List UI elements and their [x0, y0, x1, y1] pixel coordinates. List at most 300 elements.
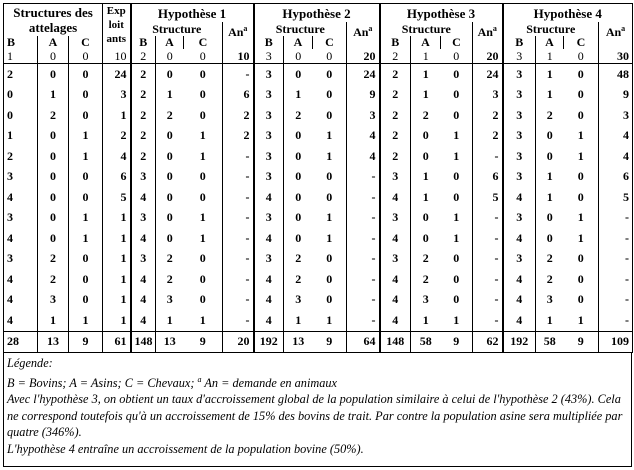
table-row [4, 310, 633, 331]
structure-header: Structure [131, 22, 223, 36]
structures-header: Structures des attelages [13, 5, 93, 35]
reference-cell: 2 [131, 49, 156, 64]
reference-cell: 10 [103, 49, 131, 64]
table-cell: 3 [503, 249, 536, 270]
header-row-species [4, 36, 633, 49]
table-cell: 3 [380, 208, 411, 229]
footnote-marker: a [621, 24, 626, 33]
reference-cell: 1 [411, 49, 441, 64]
table-cell: 4 [131, 269, 156, 290]
table-cell: 1 [411, 64, 441, 85]
table-cell: 3 [131, 208, 156, 229]
table-cell: - [347, 269, 380, 290]
exploitants-header: Exp loit ants [103, 4, 131, 50]
table-cell: 0 [156, 146, 184, 167]
table-cell: 0 [156, 208, 184, 229]
species-header-a: A [536, 36, 564, 49]
species-header-c: C [184, 36, 223, 49]
table-cell: 4 [7, 230, 13, 245]
table-cell: 0 [326, 189, 333, 204]
table-cell: 0 [69, 105, 103, 126]
species-header-b: B [7, 36, 16, 49]
table-cell: 3 [503, 146, 536, 167]
hypothesis-3-header: Hypothèse 3 [380, 4, 503, 23]
table-cell: 1 [284, 85, 313, 106]
table-cell: 1 [536, 85, 564, 106]
table-cell: 0 [284, 187, 313, 208]
table-cell: 0 [326, 107, 333, 122]
table-cell: 3 [254, 64, 284, 85]
table-cell: 1 [38, 310, 69, 331]
table-cell: 1 [536, 167, 564, 188]
table-cell: 2 [131, 64, 156, 85]
legend-title: Légende: [7, 356, 53, 370]
table-body [4, 64, 633, 353]
total-cell: 148 [380, 331, 411, 353]
total-cell: 9 [69, 331, 103, 353]
total-cell: 58 [536, 331, 564, 353]
reference-cell: 0 [156, 49, 184, 64]
species-header-a: A [284, 36, 313, 49]
table-row [4, 269, 633, 290]
table-cell: - [223, 249, 254, 270]
table-row [4, 85, 633, 106]
structure-header: Structure [254, 22, 347, 36]
table-cell: 6 [223, 85, 254, 106]
table-row [4, 167, 633, 188]
table-row [4, 187, 633, 208]
table-cell: 2 [38, 269, 69, 290]
an-label: An [477, 25, 493, 39]
table-cell: 1 [453, 128, 460, 143]
table-cell: 1 [69, 310, 103, 331]
table-cell: 1 [411, 187, 441, 208]
table-cell: 0 [38, 146, 69, 167]
table-cell: 1 [453, 210, 460, 225]
table-cell: 3 [599, 105, 633, 126]
table-cell: 0 [38, 167, 69, 188]
table-cell: 1 [453, 312, 460, 327]
table-cell: 0 [69, 290, 103, 311]
table-cell: 5 [599, 187, 633, 208]
table-cell: 3 [473, 85, 503, 106]
species-header-b: B [503, 36, 536, 49]
table-cell: 3 [7, 169, 13, 184]
total-cell: 61 [103, 331, 131, 353]
table-cell: 4 [254, 269, 284, 290]
table-cell: 3 [131, 249, 156, 270]
table-cell: 1 [69, 228, 103, 249]
table-cell: 4 [131, 228, 156, 249]
species-header-a: A [411, 36, 441, 49]
table-cell: 3 [284, 290, 313, 311]
table-cell: 6 [103, 167, 131, 188]
table-cell: 2 [284, 269, 313, 290]
table-cell: 0 [577, 66, 584, 81]
table-cell: 1 [199, 210, 206, 225]
table-row [4, 208, 633, 229]
table-cell: 0 [453, 189, 460, 204]
table-cell: 1 [453, 230, 460, 245]
table-cell: - [473, 146, 503, 167]
table-cell: 3 [503, 126, 536, 147]
table-cell: 1 [411, 167, 441, 188]
table-cell: 0 [38, 208, 69, 229]
table-cell: - [223, 290, 254, 311]
total-cell: 64 [347, 331, 380, 353]
table-cell: - [473, 208, 503, 229]
table-cell: 1 [103, 269, 131, 290]
table-cell: 0 [536, 126, 564, 147]
species-header-a: A [156, 36, 184, 49]
reference-cell: 0 [69, 49, 103, 64]
reference-cell: 3 [254, 49, 284, 64]
table-cell: 0 [69, 187, 103, 208]
structure-header: Structure [503, 22, 599, 36]
hypothesis-1-header: Hypothèse 1 [131, 4, 254, 23]
table-cell: 0 [199, 87, 206, 102]
table-cell: - [599, 290, 633, 311]
table-cell: 2 [131, 105, 156, 126]
table-cell: 0 [7, 107, 13, 122]
table-cell: 0 [156, 167, 184, 188]
table-cell: 0 [156, 126, 184, 147]
table-cell: 1 [536, 64, 564, 85]
table-cell: 2 [380, 85, 411, 106]
table-cell: 2 [536, 105, 564, 126]
table-cell: 0 [411, 126, 441, 147]
table-cell: - [223, 146, 254, 167]
total-cell: 9 [313, 331, 347, 353]
table-cell: 9 [347, 85, 380, 106]
reference-cell: 1 [536, 49, 564, 64]
table-cell: - [599, 310, 633, 331]
table-cell: 1 [326, 148, 333, 163]
table-cell: 1 [577, 210, 584, 225]
table-cell: 0 [577, 271, 584, 286]
table-cell: 6 [473, 167, 503, 188]
table-cell: 2 [411, 105, 441, 126]
table-cell: 0 [326, 66, 333, 81]
table-cell: 1 [326, 230, 333, 245]
table-cell: - [473, 249, 503, 270]
total-cell: 13 [156, 331, 184, 353]
table-cell: 0 [326, 271, 333, 286]
table-cell: 4 [380, 310, 411, 331]
table-cell: - [347, 228, 380, 249]
table-cell: 3 [254, 105, 284, 126]
table-cell: 0 [284, 228, 313, 249]
table-cell: 48 [599, 64, 633, 85]
table-cell: 4 [503, 228, 536, 249]
table-cell: - [223, 187, 254, 208]
table-cell: 1 [326, 210, 333, 225]
total-cell: 148 [131, 331, 156, 353]
table-cell: 3 [254, 126, 284, 147]
total-cell: 9 [564, 331, 599, 353]
legend-note-hypothesis-4: L'hypothèse 4 entraîne un accroissement de la population bovine (50%). [7, 441, 364, 456]
table-cell: 1 [577, 128, 584, 143]
reference-cell: 10 [223, 49, 254, 64]
reference-cell: 3 [503, 49, 536, 64]
table-cell: - [223, 167, 254, 188]
table-cell: 0 [326, 169, 333, 184]
legend [3, 353, 632, 467]
legend-an-text: An = demande en animaux [201, 375, 337, 390]
table-cell: 3 [503, 167, 536, 188]
total-cell: 109 [599, 331, 633, 353]
table-cell: 0 [284, 167, 313, 188]
table-cell: 4 [7, 312, 13, 327]
table-cell: 0 [536, 146, 564, 167]
table-cell: - [473, 269, 503, 290]
table-cell: 2 [411, 249, 441, 270]
total-cell: 20 [223, 331, 254, 353]
table-cell: - [347, 310, 380, 331]
reference-cell: 30 [599, 49, 633, 64]
table-cell: 3 [131, 167, 156, 188]
table-cell: 0 [453, 66, 460, 81]
table-cell: 2 [223, 105, 254, 126]
table-cell: 24 [473, 64, 503, 85]
table-cell: 0 [156, 228, 184, 249]
table-cell: 4 [503, 187, 536, 208]
table-cell: 0 [284, 126, 313, 147]
an-label: An [353, 25, 369, 39]
table-cell: 3 [503, 85, 536, 106]
an-header [473, 22, 503, 49]
reference-cell: 0 [184, 49, 223, 64]
table-cell: 0 [284, 208, 313, 229]
table-row [4, 126, 633, 147]
table-cell: 0 [284, 64, 313, 85]
table-cell: 3 [411, 290, 441, 311]
table-cell: 0 [411, 228, 441, 249]
table-cell: 5 [103, 187, 131, 208]
table-cell: 4 [131, 310, 156, 331]
hypothesis-4-header: Hypothèse 4 [503, 4, 633, 23]
table-cell: 6 [599, 167, 633, 188]
table-cell: 3 [380, 167, 411, 188]
table-cell: 1 [103, 105, 131, 126]
table-cell: 2 [536, 269, 564, 290]
total-cell: 9 [184, 331, 223, 353]
table-cell: 0 [411, 208, 441, 229]
table-cell: 2 [131, 146, 156, 167]
table-cell: 0 [326, 251, 333, 266]
legend-abbreviations [7, 372, 628, 392]
footnote-marker: a [197, 374, 202, 384]
table-cell: 3 [254, 249, 284, 270]
total-cell: 58 [411, 331, 441, 353]
table-cell: 4 [503, 310, 536, 331]
reference-cell: 20 [347, 49, 380, 64]
table-cell: 0 [199, 251, 206, 266]
table-cell: 0 [453, 271, 460, 286]
table-cell: 1 [326, 128, 333, 143]
header-row-groups [4, 4, 633, 23]
table-cell: 1 [577, 230, 584, 245]
table-cell: 2 [7, 148, 13, 163]
total-cell: 192 [254, 331, 284, 353]
table-cell: 3 [254, 85, 284, 106]
species-header-b: B [254, 36, 284, 49]
table-cell: 0 [199, 271, 206, 286]
total-cell: 192 [503, 331, 536, 353]
table-cell: - [473, 228, 503, 249]
table-cell: 1 [411, 310, 441, 331]
hypotheses-table [3, 3, 633, 353]
table-cell: - [223, 228, 254, 249]
table-cell: - [473, 310, 503, 331]
legend-abbrev-text: B = Bovins; A = Asins; C = Chevaux; [7, 375, 198, 390]
table-cell: 2 [223, 126, 254, 147]
total-cell: 9 [441, 331, 473, 353]
table-cell: 1 [199, 230, 206, 245]
table-cell: 4 [254, 310, 284, 331]
reference-cell: 0 [441, 49, 473, 64]
table-cell: 3 [536, 290, 564, 311]
table-cell: 1 [69, 126, 103, 147]
table-cell: 4 [503, 290, 536, 311]
table-cell: 0 [577, 169, 584, 184]
reference-cell: 0 [284, 49, 313, 64]
table-cell: 0 [38, 228, 69, 249]
species-header-c: C [564, 36, 599, 49]
table-cell: 0 [453, 292, 460, 307]
table-cell: 3 [38, 290, 69, 311]
table-cell: 1 [156, 85, 184, 106]
table-cell: 4 [254, 228, 284, 249]
table-cell: 4 [131, 290, 156, 311]
table-cell: 0 [453, 107, 460, 122]
table-cell: 1 [199, 312, 206, 327]
table-cell: 1 [69, 208, 103, 229]
species-header-a: A [38, 36, 69, 49]
legend-note-hypothesis-3: Avec l'hypothèse 3, on obtient un taux d'accroissement global de la population similaire à celui de l'hypothèse 2 (43%). Cela ne correspond toutefois qu'à un accroissement de 15% des bovins de trait. Par contre la population asine sera multipliée par quatre (346%). [7, 392, 623, 440]
table-cell: 1 [103, 310, 131, 331]
species-header-c: C [69, 36, 103, 49]
table-cell: 0 [199, 169, 206, 184]
table-cell: 0 [577, 87, 584, 102]
table-cell: 0 [69, 64, 103, 85]
table-cell: 2 [156, 105, 184, 126]
table-cell: 1 [156, 310, 184, 331]
structure-header: Structure [380, 22, 473, 36]
table-cell: - [347, 249, 380, 270]
table-cell: 0 [69, 85, 103, 106]
table-cell: 3 [254, 167, 284, 188]
table-cell: 9 [599, 85, 633, 106]
table-cell: 0 [199, 107, 206, 122]
species-header-b: B [380, 36, 411, 49]
table-cell: 0 [38, 126, 69, 147]
table-cell: 4 [380, 228, 411, 249]
table-cell: 0 [199, 189, 206, 204]
table-cell: 2 [380, 105, 411, 126]
an-header [599, 22, 633, 49]
table-cell: 4 [131, 187, 156, 208]
table-cell: - [223, 208, 254, 229]
table-cell: 4 [7, 189, 13, 204]
footnote-marker: a [368, 24, 373, 33]
table-header [4, 4, 633, 64]
table-cell: 1 [536, 187, 564, 208]
table-cell: 1 [284, 310, 313, 331]
table-cell: 2 [38, 105, 69, 126]
table-cell: 2 [103, 126, 131, 147]
table-cell: 0 [536, 208, 564, 229]
table-cell: - [599, 249, 633, 270]
table-cell: 3 [7, 210, 13, 225]
table-cell: 1 [536, 310, 564, 331]
table-cell: 1 [199, 148, 206, 163]
table-cell: 0 [7, 87, 13, 102]
table-cell: 3 [503, 105, 536, 126]
table-cell: 2 [284, 105, 313, 126]
table-cell: 2 [380, 126, 411, 147]
table-cell: 4 [380, 290, 411, 311]
reference-cell: 0 [38, 49, 69, 64]
table-cell: 0 [199, 66, 206, 81]
table-cell: 3 [254, 146, 284, 167]
table-cell: 24 [347, 64, 380, 85]
table-cell: 0 [577, 189, 584, 204]
table-row [4, 146, 633, 167]
totals-row [4, 331, 633, 353]
table-cell: - [347, 167, 380, 188]
table-cell: 0 [536, 228, 564, 249]
an-header [223, 22, 254, 49]
table-cell: 4 [599, 146, 633, 167]
table-cell: 1 [453, 148, 460, 163]
table-cell: 1 [7, 128, 13, 143]
table-cell: 3 [7, 251, 13, 266]
table-cell: 1 [577, 312, 584, 327]
table-cell: - [347, 208, 380, 229]
table-cell: 2 [38, 249, 69, 270]
table-cell: 4 [380, 269, 411, 290]
table-cell: 0 [577, 251, 584, 266]
table-cell: 5 [473, 187, 503, 208]
table-cell: 1 [411, 85, 441, 106]
footnote-marker: a [492, 24, 497, 33]
table-cell: 1 [69, 146, 103, 167]
table-cell: - [347, 290, 380, 311]
table-cell: 0 [38, 64, 69, 85]
table-row [4, 105, 633, 126]
reference-row [4, 49, 633, 64]
table-cell: 3 [347, 105, 380, 126]
total-cell: 62 [473, 331, 503, 353]
table-cell: 2 [411, 269, 441, 290]
table-cell: 3 [503, 64, 536, 85]
table-cell: 0 [156, 64, 184, 85]
table-cell: 2 [156, 269, 184, 290]
total-cell: 13 [38, 331, 69, 353]
table-cell: 1 [103, 249, 131, 270]
table-cell: 1 [326, 312, 333, 327]
table-cell: 4 [347, 146, 380, 167]
table-row [4, 64, 633, 85]
table-cell: 3 [503, 208, 536, 229]
table-cell: 4 [347, 126, 380, 147]
table-row [4, 290, 633, 311]
hypothesis-2-header: Hypothèse 2 [254, 4, 380, 23]
table-cell: 2 [284, 249, 313, 270]
table-cell: 2 [380, 146, 411, 167]
footnote-marker: a [243, 24, 248, 33]
